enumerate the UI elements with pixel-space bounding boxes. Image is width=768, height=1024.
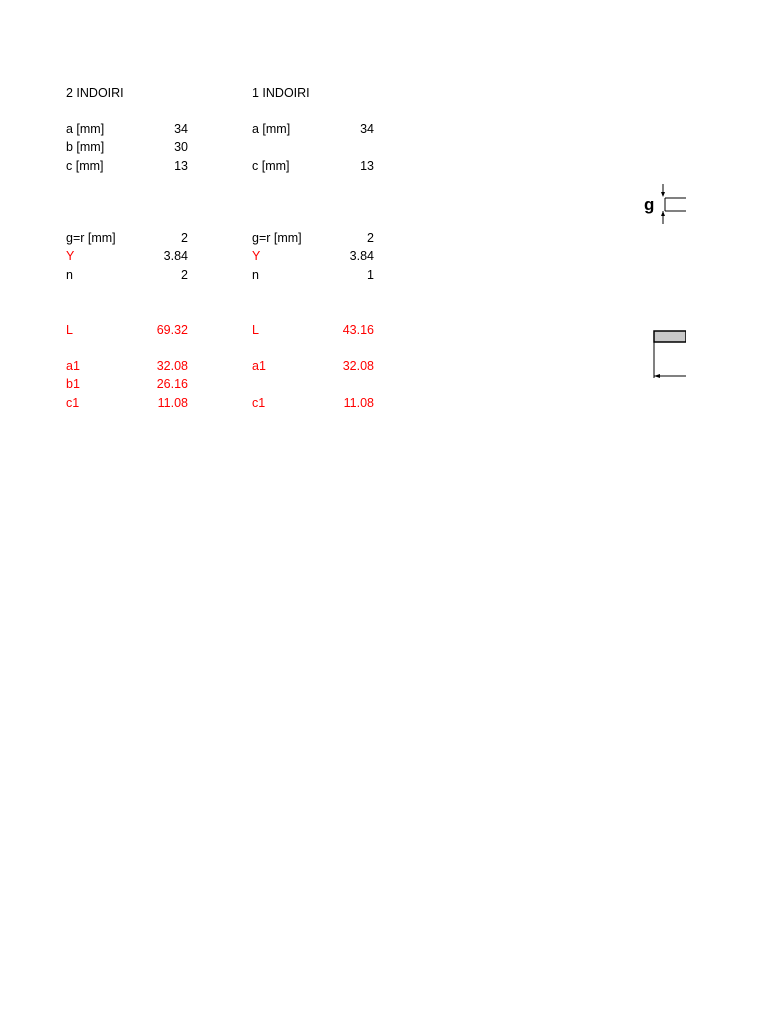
left-a1-label: a1 bbox=[66, 359, 80, 373]
bottom-dimension-line bbox=[654, 342, 686, 378]
right-L-label: L bbox=[252, 323, 259, 337]
right-y-label: Y bbox=[252, 249, 261, 263]
left-n-label: n bbox=[66, 268, 73, 282]
left-b-label: b [mm] bbox=[66, 140, 105, 154]
left-g-value: 2 bbox=[181, 231, 188, 245]
right-c1-value: 11.08 bbox=[343, 396, 374, 410]
left-c1-value: 11.08 bbox=[157, 396, 188, 410]
right-a1-label: a1 bbox=[252, 359, 266, 373]
left-a-label: a [mm] bbox=[66, 122, 105, 136]
left-b1-value: 26.16 bbox=[156, 377, 188, 391]
right-L-value: 43.16 bbox=[342, 323, 374, 337]
left-L-value: 69.32 bbox=[156, 323, 188, 337]
left-c-label: c [mm] bbox=[66, 159, 104, 173]
left-a-value: 34 bbox=[174, 122, 188, 136]
right-a1-value: 32.08 bbox=[342, 359, 374, 373]
left-title: 2 INDOIRI bbox=[66, 86, 124, 100]
right-title: 1 INDOIRI bbox=[252, 86, 310, 100]
left-a1-value: 32.08 bbox=[156, 359, 188, 373]
left-n-value: 2 bbox=[181, 268, 188, 282]
left-g-label: g=r [mm] bbox=[66, 231, 116, 245]
right-y-value: 3.84 bbox=[349, 249, 374, 263]
left-b-value: 30 bbox=[174, 140, 188, 154]
right-g-value: 2 bbox=[367, 231, 374, 245]
left-b1-label: b1 bbox=[66, 377, 80, 391]
left-y-label: Y bbox=[66, 249, 75, 263]
profile-drawing bbox=[636, 180, 686, 380]
right-n-label: n bbox=[252, 268, 259, 282]
right-c1-label: c1 bbox=[252, 396, 266, 410]
right-c-value: 13 bbox=[360, 159, 374, 173]
g-dimension-label: g bbox=[644, 195, 655, 214]
left-c1-label: c1 bbox=[66, 396, 80, 410]
profile-bar bbox=[654, 331, 686, 342]
right-a-label: a [mm] bbox=[252, 122, 291, 136]
g-dimension-arrows bbox=[661, 184, 665, 224]
right-n-value: 1 bbox=[367, 268, 374, 282]
right-c-label: c [mm] bbox=[252, 159, 290, 173]
right-g-label: g=r [mm] bbox=[252, 231, 302, 245]
left-L-label: L bbox=[66, 323, 73, 337]
sheet-thickness-lines bbox=[665, 198, 686, 211]
left-y-value: 3.84 bbox=[163, 249, 188, 263]
left-c-value: 13 bbox=[174, 159, 188, 173]
right-a-value: 34 bbox=[360, 122, 374, 136]
